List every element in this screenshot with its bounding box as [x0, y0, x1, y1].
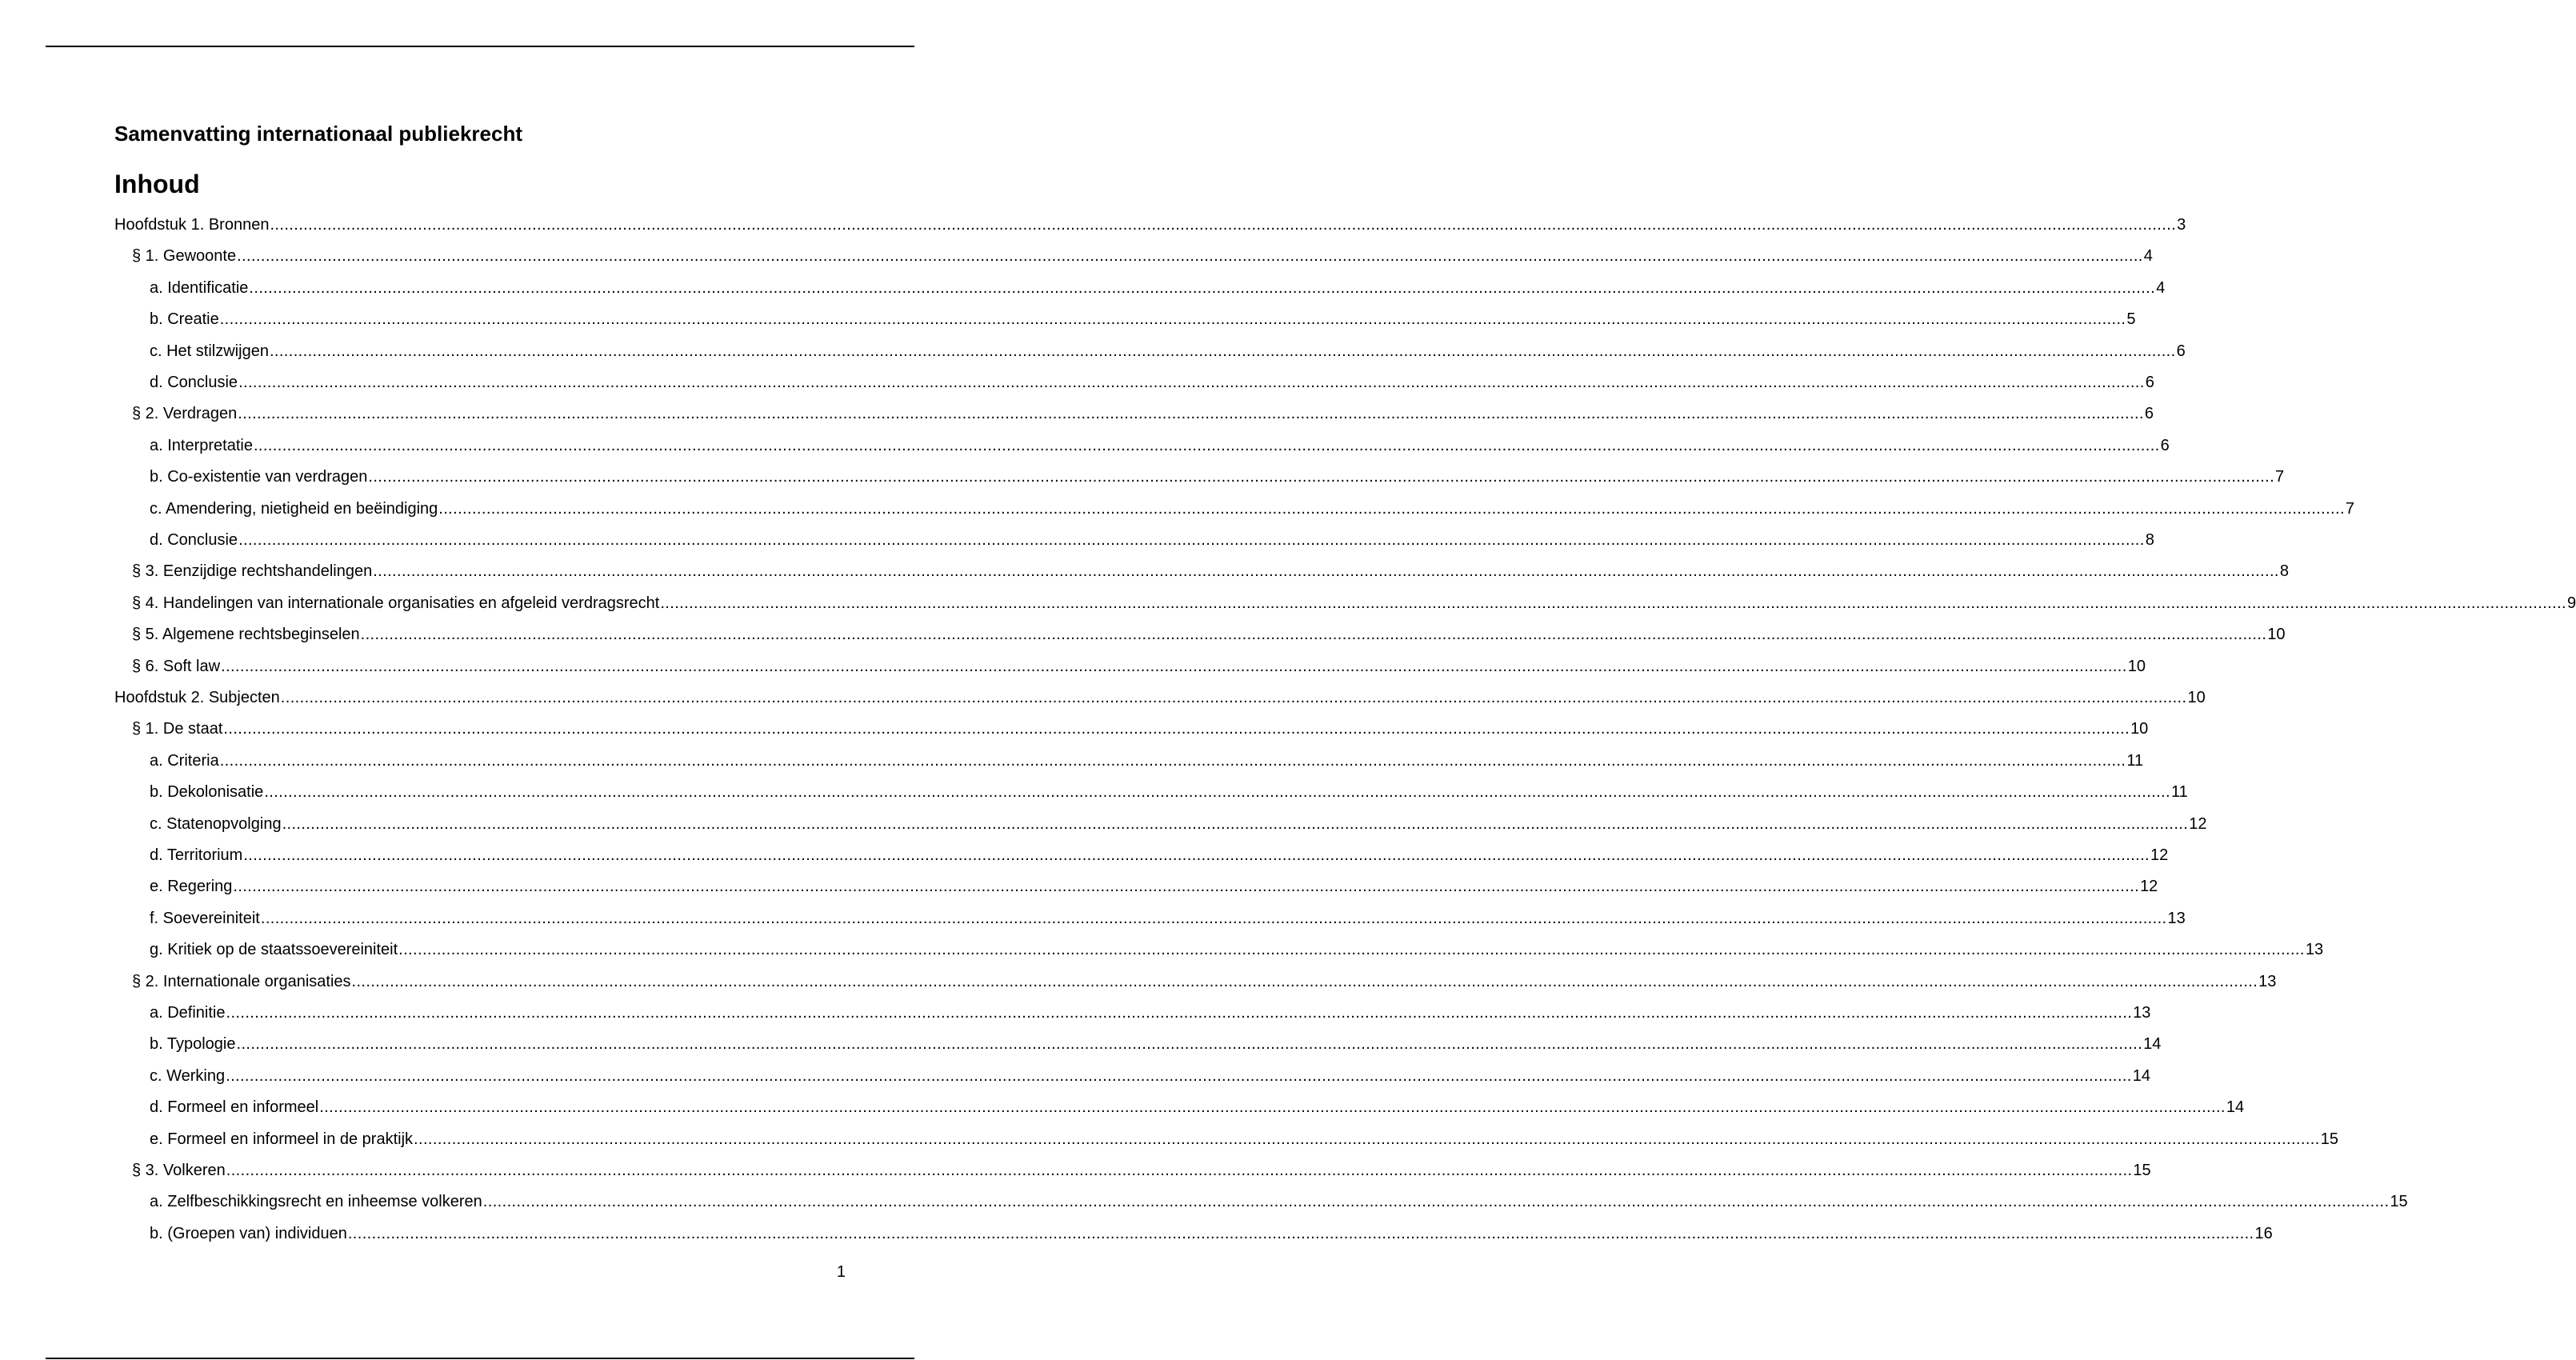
- toc-entry-page: 5: [2126, 310, 2136, 329]
- toc-dot-leader: ................................................................................................................................................................................................................................................................................................................................................................................................................: [226, 1004, 2133, 1022]
- toc-entry-page: 6: [2144, 405, 2154, 423]
- toc-entry-label: b. (Groepen van) individuen: [150, 1224, 347, 1242]
- toc-entry-page: 6: [2160, 436, 2170, 454]
- toc-dot-leader: ................................................................................................................................................................................................................................................................................................................................................................................................................: [264, 783, 2170, 802]
- toc-entry[interactable]: [150, 846, 2169, 865]
- toc-entry-label: § 3. Eenzijdige rechtshandelingen: [132, 562, 373, 581]
- toc-entry-label: b. Co-existentie van verdragen: [150, 468, 368, 486]
- toc-entry[interactable]: [150, 877, 2158, 896]
- toc-entry[interactable]: [150, 1066, 2151, 1086]
- toc-dot-leader: ................................................................................................................................................................................................................................................................................................................................................................................................................: [226, 1162, 2133, 1179]
- toc-entry[interactable]: [132, 972, 2277, 991]
- toc-entry-page: 4: [2156, 278, 2166, 297]
- toc-entry[interactable]: [150, 310, 2136, 329]
- toc-entry-label: § 1. Gewoonte: [132, 247, 237, 266]
- toc-entry-page: 12: [2150, 846, 2169, 864]
- toc-entry-label: b. Dekolonisatie: [150, 783, 264, 802]
- toc-entry[interactable]: [150, 530, 2154, 550]
- toc-entry[interactable]: [132, 246, 2153, 266]
- toc-entry-label: e. Formeel en informeel in de praktijk: [150, 1130, 414, 1148]
- toc-entry[interactable]: [150, 1098, 2245, 1117]
- toc-dot-leader: ................................................................................................................................................................................................................................................................................................................................................................................................................: [221, 657, 2127, 675]
- toc-entry-label: c. Amendering, nietigheid en beëindiging: [150, 499, 438, 518]
- toc-entry-page: 10: [2187, 689, 2206, 706]
- toc-entry-page: 14: [2226, 1098, 2245, 1117]
- toc-entry-page: 10: [2130, 720, 2149, 738]
- toc-entry-label: c. Het stilzwijgen: [150, 342, 269, 360]
- toc-dot-leader: ................................................................................................................................................................................................................................................................................................................................................................................................................: [237, 247, 2143, 266]
- toc-entry[interactable]: [150, 814, 2207, 834]
- toc-dot-leader: ................................................................................................................................................................................................................................................................................................................................................................................................................: [660, 594, 2566, 612]
- toc-dot-leader: ................................................................................................................................................................................................................................................................................................................................................................................................................: [243, 846, 2150, 864]
- toc-dot-leader: ................................................................................................................................................................................................................................................................................................................................................................................................................: [226, 1066, 2132, 1085]
- page-number: 1: [836, 1263, 846, 1281]
- toc-entry[interactable]: [150, 909, 2186, 928]
- toc-entry[interactable]: [114, 688, 2206, 707]
- toc-dot-leader: ................................................................................................................................................................................................................................................................................................................................................................................................................: [238, 405, 2144, 423]
- toc-entry[interactable]: [132, 404, 2154, 423]
- toc-entry-page: 12: [2140, 878, 2158, 896]
- toc-entry[interactable]: [132, 657, 2146, 676]
- toc-entry-page: 14: [2143, 1035, 2162, 1054]
- toc-dot-leader: ................................................................................................................................................................................................................................................................................................................................................................................................................: [438, 499, 2345, 518]
- toc-entry-label: f. Soevereiniteit: [150, 909, 260, 927]
- toc-entry[interactable]: [150, 436, 2170, 455]
- toc-entry-label: § 1. De staat: [132, 720, 223, 738]
- toc-entry[interactable]: [114, 215, 2186, 234]
- toc-heading: Inhoud: [114, 170, 200, 198]
- toc-entry[interactable]: [150, 782, 2188, 802]
- document-title: Samenvatting internationaal publiekrecht: [114, 122, 522, 146]
- toc-entry-page: 13: [2167, 909, 2186, 927]
- toc-entry-page: 3: [2177, 216, 2186, 234]
- toc-entry[interactable]: [132, 1161, 2151, 1180]
- toc-entry-label: a. Interpretatie: [150, 436, 253, 454]
- toc-entry[interactable]: [150, 940, 2324, 959]
- toc-entry-label: a. Criteria: [150, 751, 219, 770]
- toc-entry[interactable]: [150, 1192, 2408, 1211]
- toc-dot-leader: ................................................................................................................................................................................................................................................................................................................................................................................................................: [360, 626, 2267, 644]
- toc-entry-label: § 5. Algemene rechtsbeginselen: [132, 626, 360, 644]
- toc-entry-page: 7: [2275, 468, 2285, 486]
- toc-entry[interactable]: [150, 467, 2285, 486]
- toc-dot-leader: ................................................................................................................................................................................................................................................................................................................................................................................................................: [219, 310, 2126, 329]
- toc-entry-page: 8: [2279, 562, 2289, 581]
- toc-entry-page: 13: [2133, 1004, 2151, 1022]
- toc-entry-label: b. Creatie: [150, 310, 219, 329]
- toc-dot-leader: ................................................................................................................................................................................................................................................................................................................................................................................................................: [219, 751, 2126, 770]
- toc-dot-leader: ................................................................................................................................................................................................................................................................................................................................................................................................................: [238, 531, 2145, 549]
- toc-entry[interactable]: [150, 751, 2144, 770]
- toc-dot-leader: ................................................................................................................................................................................................................................................................................................................................................................................................................: [373, 562, 2279, 581]
- toc-entry-label: § 3. Volkeren: [132, 1162, 226, 1179]
- toc-dot-leader: ................................................................................................................................................................................................................................................................................................................................................................................................................: [238, 374, 2145, 391]
- toc-dot-leader: ................................................................................................................................................................................................................................................................................................................................................................................................................: [270, 216, 2177, 234]
- toc-entry[interactable]: [150, 1224, 2273, 1243]
- toc-entry[interactable]: [150, 499, 2355, 518]
- toc-entry-label: c. Werking: [150, 1066, 226, 1085]
- toc-dot-leader: ................................................................................................................................................................................................................................................................................................................................................................................................................: [223, 720, 2130, 738]
- toc-entry-page: 7: [2345, 499, 2355, 518]
- toc-entry-label: b. Typologie: [150, 1035, 236, 1054]
- toc-entry[interactable]: [150, 1034, 2162, 1054]
- footer-rule: [46, 1358, 914, 1359]
- toc-dot-leader: ................................................................................................................................................................................................................................................................................................................................................................................................................: [414, 1130, 2320, 1148]
- toc-entry-label: § 6. Soft law: [132, 657, 221, 675]
- toc-dot-leader: ................................................................................................................................................................................................................................................................................................................................................................................................................: [351, 972, 2258, 990]
- toc-entry-page: 8: [2145, 531, 2154, 549]
- toc-entry-label: e. Regering: [150, 878, 233, 896]
- toc-entry-label: § 4. Handelingen van internationale organisaties en afgeleid verdragsrecht: [132, 594, 660, 612]
- toc-entry-label: § 2. Verdragen: [132, 405, 238, 423]
- toc-entry[interactable]: [150, 278, 2166, 298]
- toc-entry-page: 13: [2305, 941, 2324, 959]
- toc-entry[interactable]: [132, 594, 2576, 613]
- header-rule: [46, 46, 914, 47]
- toc-dot-leader: ................................................................................................................................................................................................................................................................................................................................................................................................................: [347, 1224, 2254, 1242]
- toc-dot-leader: ................................................................................................................................................................................................................................................................................................................................................................................................................: [319, 1098, 2226, 1117]
- toc-entry-label: d. Territorium: [150, 846, 243, 864]
- toc-dot-leader: ................................................................................................................................................................................................................................................................................................................................................................................................................: [482, 1193, 2390, 1211]
- toc-entry-page: 13: [2258, 972, 2277, 990]
- toc-entry-label: Hoofdstuk 1. Bronnen: [114, 216, 270, 234]
- toc-entry-page: 15: [2320, 1130, 2338, 1148]
- toc-entry-page: 11: [2126, 751, 2144, 770]
- toc-entry-label: a. Zelfbeschikkingsrecht en inheemse volkeren: [150, 1193, 482, 1211]
- toc-dot-leader: ................................................................................................................................................................................................................................................................................................................................................................................................................: [249, 278, 2156, 297]
- toc-entry-label: c. Statenopvolging: [150, 814, 282, 833]
- toc-entry-page: 10: [2127, 657, 2146, 675]
- toc-entry[interactable]: [150, 1003, 2151, 1022]
- toc-dot-leader: ................................................................................................................................................................................................................................................................................................................................................................................................................: [233, 878, 2140, 896]
- toc-entry-page: 10: [2267, 626, 2286, 644]
- toc-entry-label: a. Definitie: [150, 1004, 226, 1022]
- toc-entry[interactable]: [132, 562, 2289, 581]
- toc-entry-label: g. Kritiek op de staatssoevereiniteit: [150, 941, 398, 959]
- toc-entry-label: a. Identificatie: [150, 278, 249, 297]
- toc-dot-leader: ................................................................................................................................................................................................................................................................................................................................................................................................................: [282, 814, 2189, 833]
- toc-dot-leader: ................................................................................................................................................................................................................................................................................................................................................................................................................: [260, 909, 2167, 927]
- toc-entry-page: 12: [2189, 814, 2207, 833]
- toc-dot-leader: ................................................................................................................................................................................................................................................................................................................................................................................................................: [280, 689, 2187, 706]
- toc-dot-leader: ................................................................................................................................................................................................................................................................................................................................................................................................................: [236, 1035, 2143, 1054]
- toc-entry-page: 9: [2566, 594, 2576, 612]
- toc-entry-page: 4: [2143, 247, 2153, 266]
- toc-dot-leader: ................................................................................................................................................................................................................................................................................................................................................................................................................: [398, 941, 2305, 959]
- toc-entry-page: 15: [2133, 1162, 2151, 1179]
- toc-entry-label: d. Conclusie: [150, 374, 238, 391]
- toc-entry-label: d. Formeel en informeel: [150, 1098, 319, 1117]
- toc-entry-page: 16: [2254, 1224, 2273, 1242]
- toc-entry[interactable]: [150, 373, 2154, 392]
- toc-dot-leader: ................................................................................................................................................................................................................................................................................................................................................................................................................: [269, 342, 2176, 360]
- toc-dot-leader: ................................................................................................................................................................................................................................................................................................................................................................................................................: [253, 436, 2160, 454]
- toc-entry[interactable]: [132, 625, 2286, 644]
- toc-entry-label: Hoofdstuk 2. Subjecten: [114, 689, 280, 706]
- toc-entry-page: 15: [2390, 1193, 2408, 1211]
- toc-dot-leader: ................................................................................................................................................................................................................................................................................................................................................................................................................: [368, 468, 2275, 486]
- toc-entry[interactable]: [150, 342, 2186, 361]
- toc-entry-label: § 2. Internationale organisaties: [132, 972, 351, 990]
- toc-entry[interactable]: [132, 719, 2149, 738]
- toc-entry-page: 14: [2132, 1066, 2151, 1085]
- toc-entry-label: d. Conclusie: [150, 531, 238, 549]
- toc-entry[interactable]: [150, 1130, 2338, 1149]
- toc-entry-page: 6: [2145, 374, 2154, 391]
- toc-entry-page: 6: [2176, 342, 2186, 360]
- toc-entry-page: 11: [2170, 783, 2188, 802]
